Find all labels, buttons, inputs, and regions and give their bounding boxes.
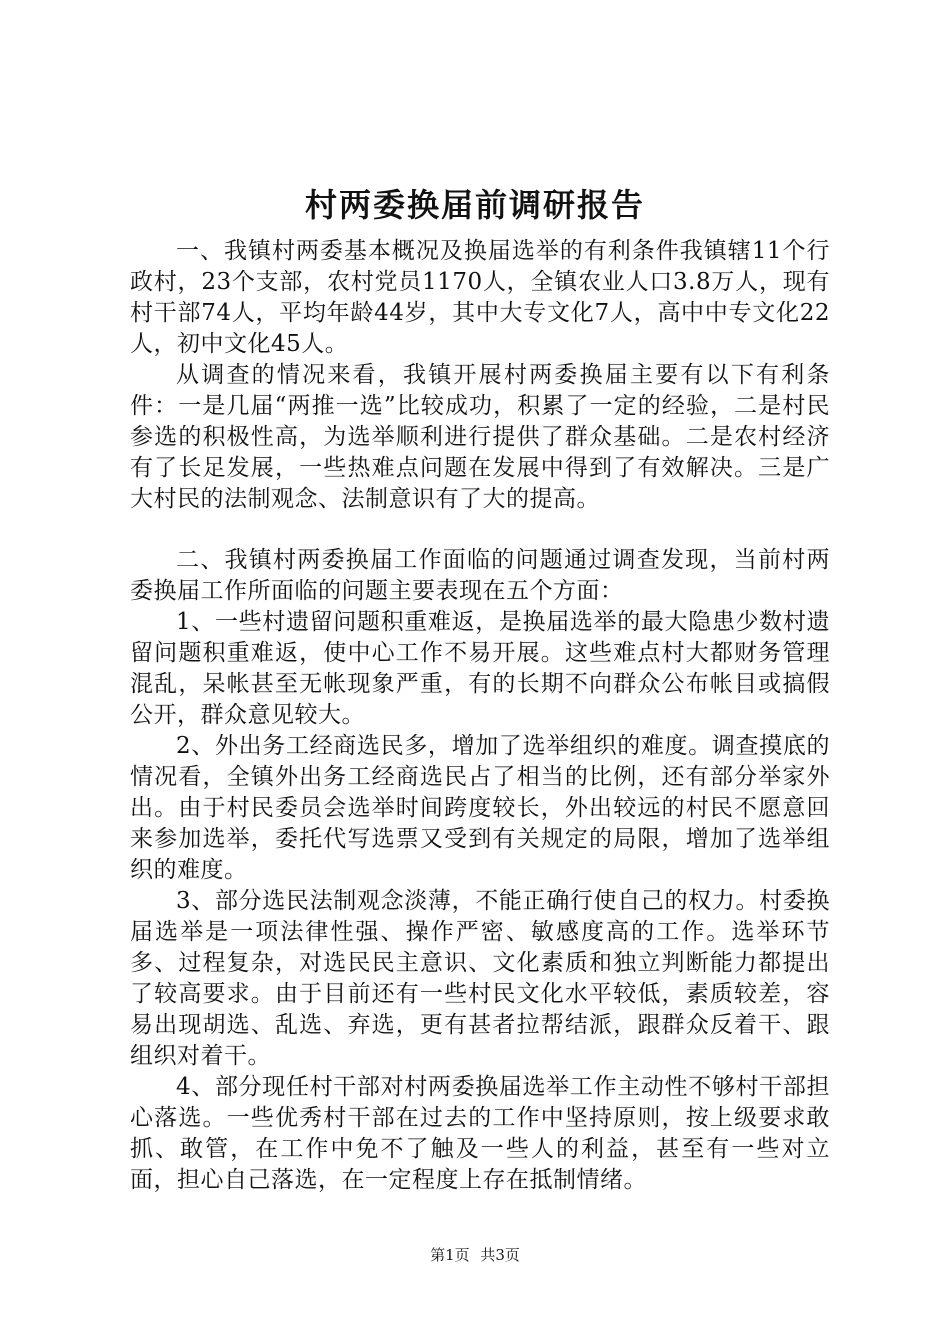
page-number-current: 第1页 <box>430 1246 470 1264</box>
document-title: 村两委换届前调研报告 <box>304 186 645 224</box>
paragraph-overview: 一、我镇村两委基本概况及换届选举的有利条件我镇辖11个行政村，23个支部，农村党员1170人，全镇农业人口3.8万人，现有村干部74人，平均年龄44岁，其中大专文化7人，高中中专文化22人，初中文化45人。 <box>130 238 830 357</box>
paragraph-problem-1: 1、一些村遗留问题积重难返，是换届选举的最大隐患少数村遗留问题积重难返，使中心工作不易开展。这些难点村大都财务管理混乱，呆帐甚至无帐现象严重，有的长期不向群众公布帐目或搞假公开，群众意见较大。 <box>130 609 830 728</box>
page-footer <box>0 1245 950 1265</box>
paragraph-problems-intro: 二、我镇村两委换届工作面临的问题通过调查发现，当前村两委换届工作所面临的问题主要表现在五个方面： <box>130 547 830 604</box>
document-body <box>130 236 830 1196</box>
paragraph-problem-3: 3、部分选民法制观念淡薄，不能正确行使自己的权力。村委换届选举是一项法律性强、操作严密、敏感度高的工作。选举环节多、过程复杂，对选民民主意识、文化素质和独立判断能力都提出了较高要求。由于目前还有一些村民文化水平较低，素质较差，容易出现胡选、乱选、弃选，更有甚者拉帮结派，跟群众反着干、跟组织对着干。 <box>130 888 830 1069</box>
paragraph-favorable-conditions: 从调查的情况来看，我镇开展村两委换届主要有以下有利条件：一是几届“两推一选”比较成功，积累了一定的经验，二是村民参选的积极性高，为选举顺利进行提供了群众基础。二是农村经济有了长足发展，一些热难点问题在发展中得到了有效解决。三是广大村民的法制观念、法制意识有了大的提高。 <box>130 362 830 512</box>
page-number-total: 共3页 <box>480 1246 520 1264</box>
paragraph-problem-2: 2、外出务工经商选民多，增加了选举组织的难度。调查摸底的情况看，全镇外出务工经商选民占了相当的比例，还有部分举家外出。由于村民委员会选举时间跨度较长，外出较远的村民不愿意回来参加选举，委托代写选票又受到有关规定的局限，增加了选举组织的难度。 <box>130 733 830 883</box>
paragraph-problem-4: 4、部分现任村干部对村两委换届选举工作主动性不够村干部担心落选。一些优秀村干部在过去的工作中坚持原则，按上级要求敢抓、敢管，在工作中免不了触及一些人的利益，甚至有一些对立面，担心自己落选，在一定程度上存在抵制情绪。 <box>130 1074 830 1193</box>
